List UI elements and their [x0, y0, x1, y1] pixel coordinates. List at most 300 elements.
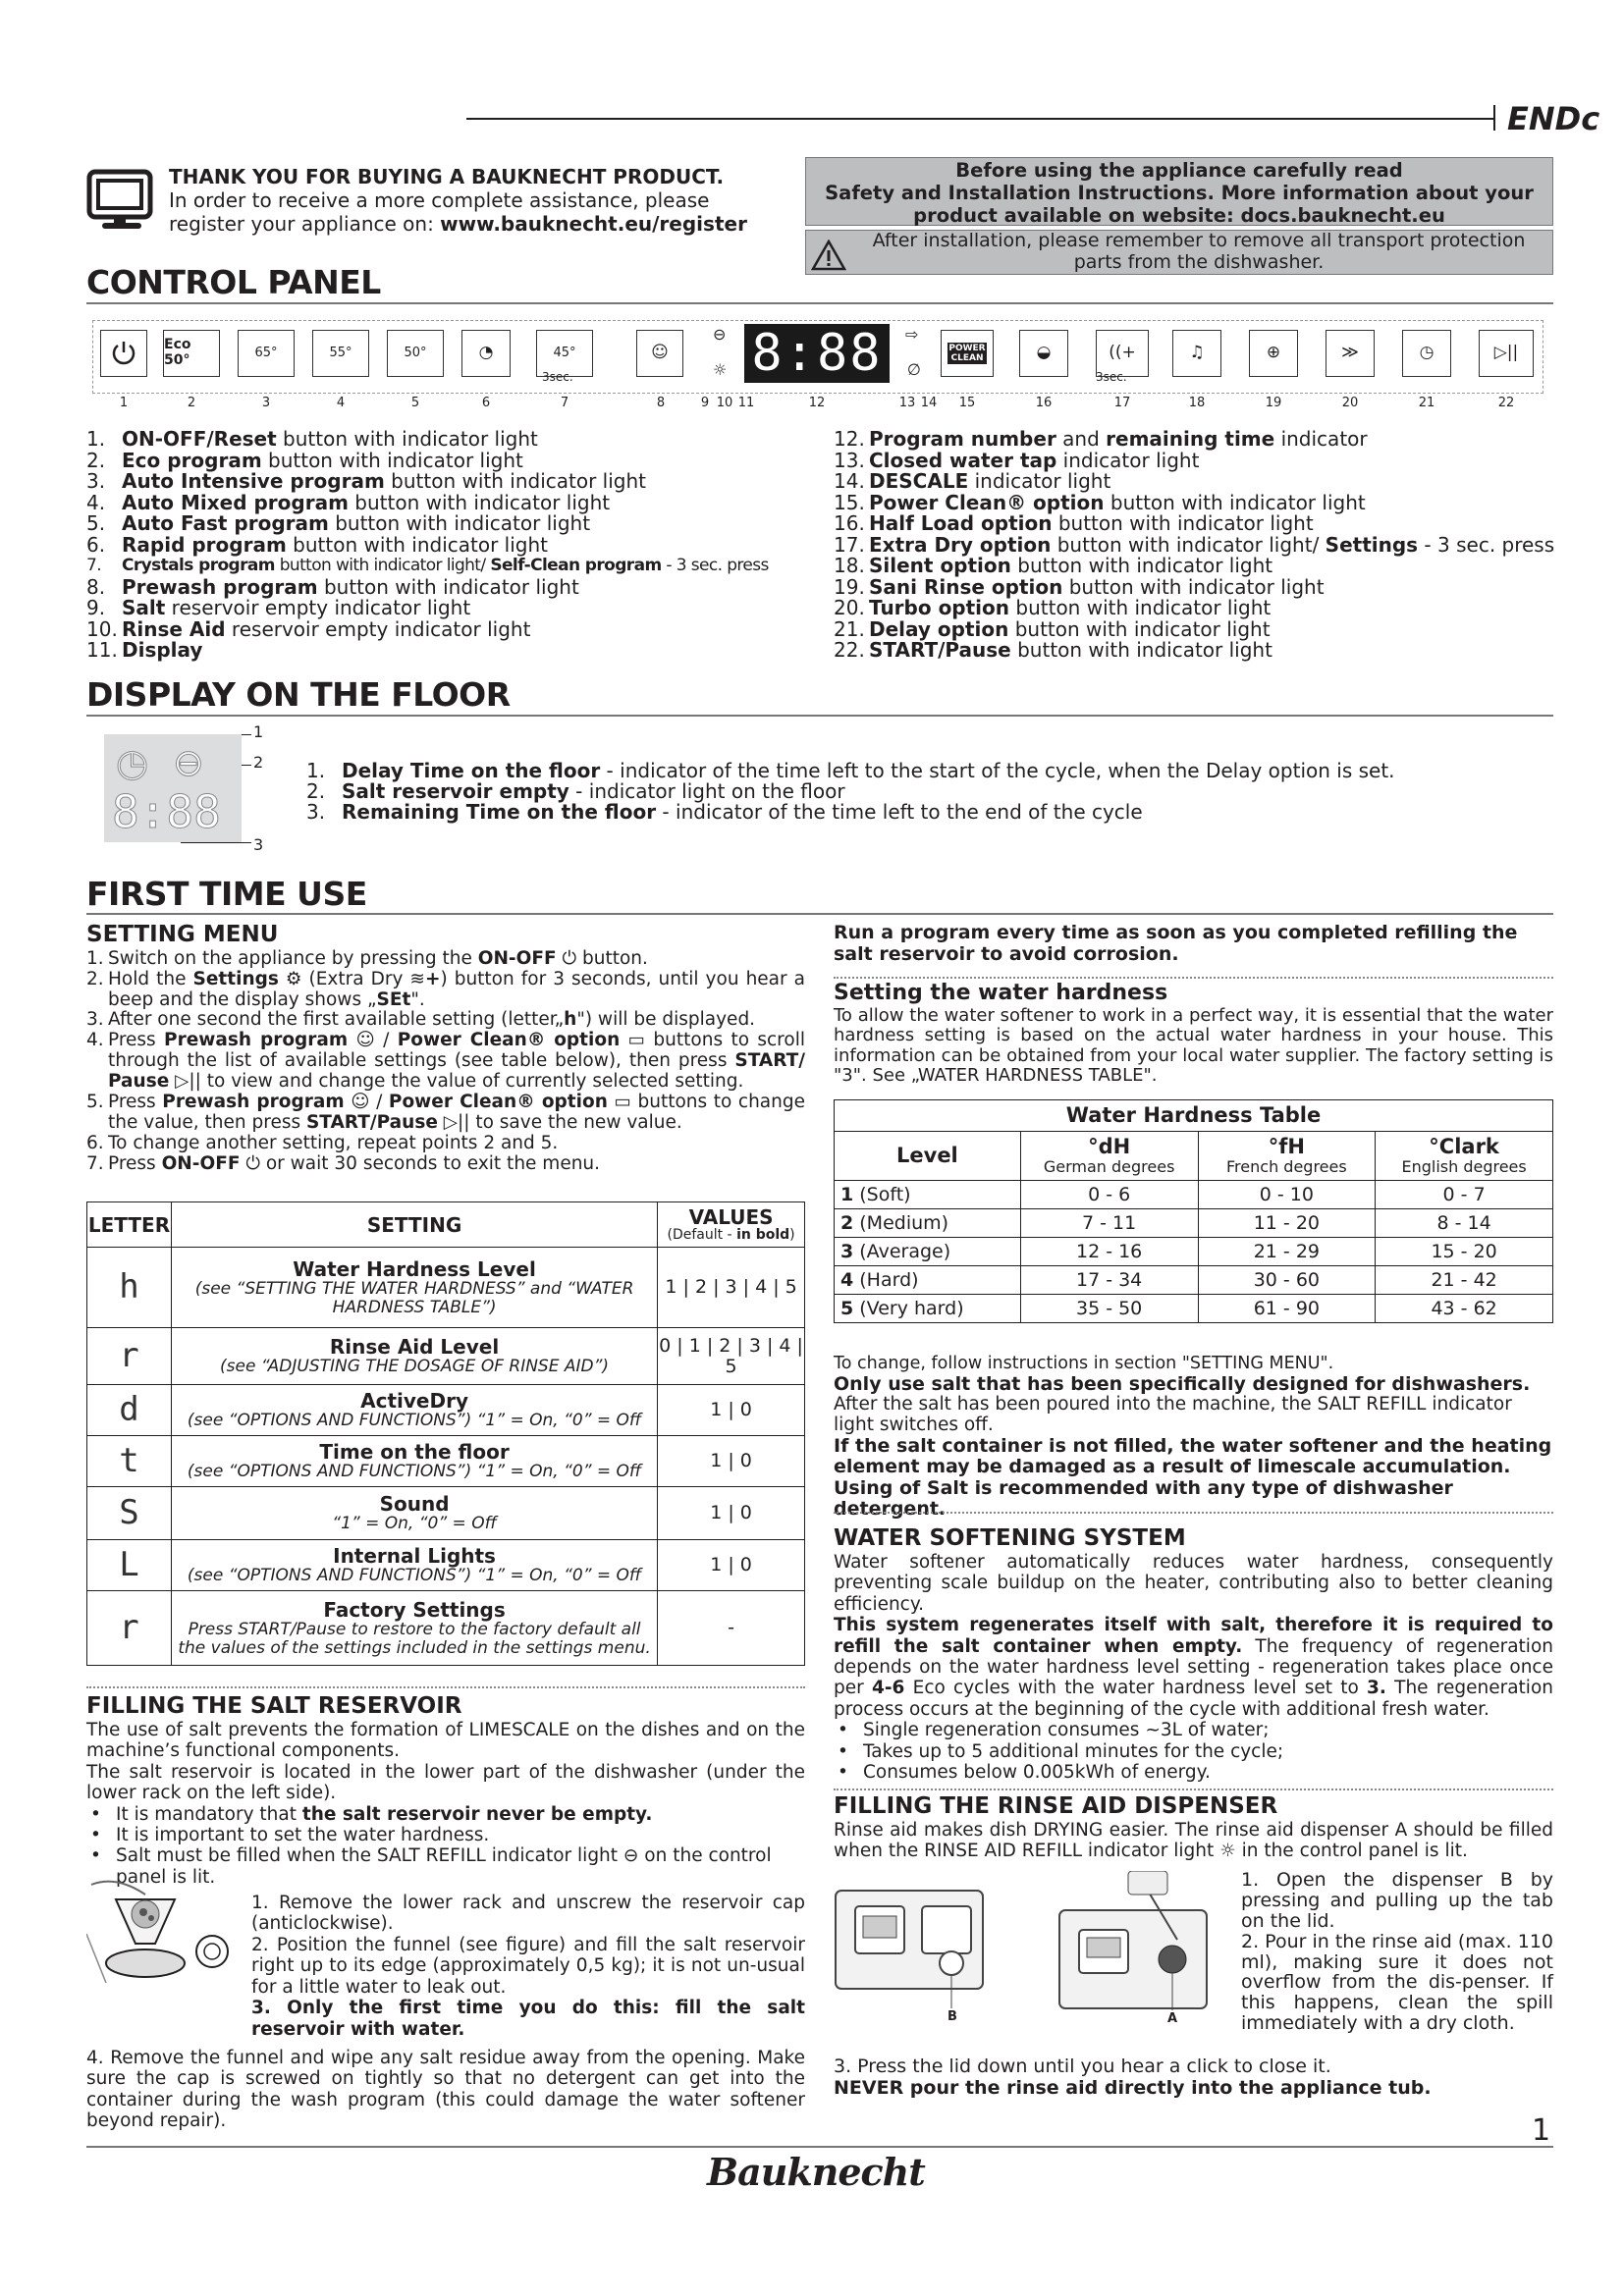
floor-title: DISPLAY ON THE FLOOR	[86, 675, 511, 714]
turbo-button[interactable]	[1326, 330, 1375, 377]
setting-desc: (see “SETTING THE WATER HARDNESS” and “WATER HARDNESS TABLE”)	[194, 1278, 634, 1317]
setting-cell	[171, 1487, 657, 1540]
value-cell: 61 - 90	[1198, 1295, 1376, 1323]
setting-letter: d	[87, 1385, 172, 1436]
water-hardness-text: To allow the water softener to work in a perfect way, it is essential that the water hardness setting is based on the actual water hardness in your house. This information can be obtained from your local water supplier. The factory setting is "3". See „WATER HARDNESS TABLE".	[834, 1004, 1553, 1087]
eco-button[interactable]	[163, 330, 220, 377]
item-bold: Auto Mixed program	[122, 490, 349, 514]
level-num: 5	[840, 1297, 854, 1319]
setting-cell	[171, 1385, 657, 1436]
start-pause-label: ▷||	[1493, 343, 1519, 363]
salt-funnel-illustration	[86, 1875, 234, 1983]
level-num: 1	[840, 1183, 854, 1205]
softening-p2-bold2: 4-6	[871, 1678, 905, 1699]
col-header	[835, 1132, 1021, 1181]
item-text	[122, 556, 769, 577]
item-text	[869, 598, 1271, 619]
setting-name: Sound	[379, 1492, 450, 1517]
item-bold: Extra Dry option	[869, 532, 1052, 557]
item-text	[342, 781, 845, 802]
setting-desc: (see “OPTIONS AND FUNCTIONS”) “1” = On, “0” = Off	[187, 1462, 642, 1482]
list-item	[834, 448, 1554, 472]
floor-display	[104, 734, 242, 842]
item-text	[122, 574, 579, 599]
item-bold: Closed water tap	[869, 448, 1057, 472]
rinse-step-2: 2. Pour in the rinse aid (max. 110 ml), making sure it does not overflow from the dis-penser. If this happens, clean the spill immediately with a dry cloth.	[1241, 1930, 1553, 2035]
list-item	[834, 490, 1554, 514]
half-load-icon: ◒	[1036, 343, 1052, 363]
item-text	[342, 802, 1143, 823]
list-item	[834, 556, 1554, 577]
auto-intensive-button[interactable]	[238, 330, 295, 377]
item-desc: button with indicator light	[1062, 574, 1325, 599]
list-item	[834, 640, 1554, 662]
mixed-temp: 55°	[329, 345, 352, 360]
eco-label: Eco 50°	[164, 337, 191, 368]
item-bold2: remaining time	[1106, 427, 1275, 451]
list-item	[306, 781, 1395, 802]
cp-label: 19	[1265, 396, 1282, 410]
list-item	[86, 598, 769, 619]
salt-title: FILLING THE SALT RESERVOIR	[86, 1693, 462, 1719]
setting-letter: r	[87, 1591, 172, 1666]
table-title: Water Hardness Table	[835, 1100, 1553, 1132]
item-text	[122, 448, 523, 472]
values-title: VALUES	[688, 1204, 774, 1229]
item-number: 1.	[86, 427, 106, 451]
value-cell: 30 - 60	[1198, 1266, 1376, 1295]
item-text	[869, 471, 1110, 493]
register-url[interactable]: www.bauknecht.eu/register	[440, 212, 747, 236]
step-number: 6.	[86, 1132, 104, 1153]
list-item	[834, 471, 1554, 493]
rinse-warning: NEVER pour the rinse aid directly into the appliance tub.	[834, 2077, 1432, 2100]
delay-icon: ◷	[1419, 343, 1435, 363]
item-text	[869, 532, 1555, 557]
setting-name: Time on the floor	[319, 1440, 510, 1465]
item-desc: button with indicator light	[1008, 616, 1271, 641]
item-number: 18.	[834, 554, 865, 577]
item-number: 12.	[834, 427, 865, 451]
item-text	[869, 429, 1368, 451]
table-row	[835, 1266, 1553, 1295]
setting-cell	[171, 1248, 657, 1328]
list-item	[834, 429, 1554, 451]
setting-letter: S	[87, 1487, 172, 1540]
item-number: 1.	[306, 759, 326, 782]
setting-steps	[86, 949, 805, 1175]
item-desc: button with indicator light/	[274, 556, 491, 575]
setting-values: 1 | 2 | 3 | 4 | 5	[658, 1248, 805, 1328]
item-desc: button with indicator light	[276, 427, 538, 451]
salt-p2: The salt reservoir is located in the lower part of the dishwasher (under the lower rack on the left side).	[86, 1761, 805, 1804]
table-row	[87, 1248, 805, 1328]
col-sub: French degrees	[1226, 1157, 1347, 1177]
settings-table	[86, 1201, 805, 1666]
value-cell: 0 - 10	[1198, 1181, 1376, 1209]
descale-icon: ∅	[907, 360, 921, 379]
item-number: 2.	[86, 448, 106, 472]
setting-step	[86, 1031, 805, 1093]
setting-name: ActiveDry	[360, 1389, 468, 1414]
item-number: 8.	[86, 574, 106, 599]
table-row	[87, 1487, 805, 1540]
setting-name: Factory Settings	[323, 1597, 506, 1622]
table-row	[835, 1238, 1553, 1266]
item-bold: Salt reservoir empty	[342, 779, 569, 803]
setting-values: 0 | 1 | 2 | 3 | 4 | 5	[658, 1328, 805, 1385]
using-salt: Using of Salt is recommended with any type of dishwasher detergent.	[834, 1476, 1453, 1521]
list-item	[86, 448, 769, 472]
language-code: ENDc	[1507, 100, 1600, 137]
setting-cell	[171, 1436, 657, 1487]
divider	[834, 1512, 1553, 1514]
value-cell: 35 - 50	[1020, 1295, 1198, 1323]
item-bold: Sani Rinse option	[869, 574, 1063, 599]
setting-letter: L	[87, 1540, 172, 1591]
setting-name: Water Hardness Level	[293, 1256, 536, 1281]
item-number: 21.	[834, 616, 865, 641]
setting-step	[86, 1154, 805, 1175]
rinse-step-1: 1. Open the dispenser B by pressing and pulling up the tab on the lid.	[1241, 1869, 1553, 1932]
item-text	[869, 616, 1271, 641]
item-desc: button with indicator light	[1009, 596, 1272, 619]
rinse-dispenser-illustration	[834, 1871, 1236, 2034]
item-desc: button with indicator light	[1010, 554, 1273, 577]
setting-step	[86, 949, 805, 970]
col-sub: English degrees	[1401, 1157, 1527, 1177]
callout-line	[242, 734, 251, 735]
value-cell: 11 - 20	[1198, 1209, 1376, 1238]
item-number: 15.	[834, 490, 865, 514]
item-desc: button with indicator light	[317, 574, 579, 599]
softening-title: WATER SOFTENING SYSTEM	[834, 1525, 1186, 1551]
floor-list	[306, 761, 1395, 823]
cp-label: 22	[1497, 396, 1515, 410]
control-panel-diagram	[86, 312, 1553, 410]
step-text: Press Prewash program ☺ / Power Clean® option ▭ buttons to scroll through the list of available settings (see table below), then press START/ Pause ▷|| to view and change the value of currently selected setting.	[108, 1030, 805, 1093]
item-bold: Auto Intensive program	[122, 469, 385, 493]
silent-button[interactable]	[1172, 330, 1221, 377]
on-off-button[interactable]	[100, 330, 147, 377]
thank-title: THANK YOU FOR BUYING A BAUKNECHT PRODUCT.	[169, 165, 725, 188]
item-desc: reservoir empty indicator light	[165, 596, 471, 619]
thank-line2: In order to receive a more complete assistance, please	[169, 188, 710, 212]
header-rule-end	[1493, 105, 1495, 131]
control-list-right	[834, 429, 1554, 662]
turbo-icon: ≫	[1341, 343, 1359, 363]
half-load-button[interactable]	[1019, 330, 1068, 377]
three-sec-label-1: 3sec.	[542, 370, 573, 384]
notice-line3: product available on website: docs.bauknecht.eu	[913, 204, 1445, 227]
cp-label: 21	[1418, 396, 1435, 410]
salt-bullet-2: It is important to set the water hardness.	[116, 1825, 490, 1846]
list-item	[86, 429, 769, 451]
setting-step	[86, 1134, 805, 1154]
water-hardness-title: Setting the water hardness	[834, 981, 1168, 1005]
setting-values: 1 | 0	[658, 1436, 805, 1487]
level-name: (Average)	[853, 1240, 951, 1262]
tap-closed-icon: ⇨	[905, 325, 919, 344]
setting-step	[86, 1010, 805, 1031]
item-bold: Rinse Aid	[122, 616, 226, 641]
level-cell	[835, 1295, 1021, 1323]
item-bold: Delay option	[869, 616, 1009, 641]
cp-label: 16	[1035, 396, 1053, 410]
item-text	[122, 471, 646, 493]
item-text	[869, 574, 1325, 599]
item-number: 9.	[86, 596, 106, 619]
list-item	[306, 761, 1395, 781]
not-filled-warning: If the salt container is not filled, the water softener and the heating element may be damaged as a result of limescale accumulation.	[834, 1435, 1552, 1478]
item-text	[869, 448, 1200, 472]
list-item	[86, 490, 769, 514]
item-desc: button with indicator light	[1010, 638, 1272, 662]
notice-line2: Safety and Installation Instructions. More information about your	[825, 182, 1534, 204]
item-text	[869, 513, 1314, 535]
callout-line	[242, 765, 251, 766]
item-desc2: indicator	[1274, 427, 1368, 451]
list-item	[834, 616, 1554, 641]
level-name: (Soft)	[853, 1183, 911, 1205]
item-desc2: - 3 sec. press	[1418, 532, 1555, 557]
table-row	[87, 1436, 805, 1487]
value-cell: 12 - 16	[1020, 1238, 1198, 1266]
monitor-icon	[86, 169, 157, 232]
level-name: (Medium)	[853, 1211, 949, 1234]
item-number: 14.	[834, 469, 865, 493]
three-sec-label-2: 3sec.	[1096, 370, 1127, 384]
value-cell: 21 - 29	[1198, 1238, 1376, 1266]
setting-step	[86, 1093, 805, 1134]
list-item	[834, 532, 1555, 557]
auto-mixed-button[interactable]	[312, 330, 369, 377]
water-hardness-table	[834, 1099, 1553, 1323]
salt-step-3: 3. Only the first time you do this: fill the salt reservoir with water.	[251, 1998, 805, 2040]
item-desc2: - 3 sec. press	[661, 556, 769, 575]
col-header	[1198, 1132, 1376, 1181]
start-pause-button[interactable]	[1479, 330, 1534, 377]
item-bold: ON-OFF/Reset	[122, 427, 277, 451]
level-num: 4	[840, 1268, 854, 1291]
prewash-icon: ☺	[651, 343, 669, 363]
level-num: 3	[840, 1240, 854, 1262]
salt-p1: The use of salt prevents the formation of LIMESCALE on the dishes and on the machine’s functional components.	[86, 1719, 805, 1762]
item-desc: - indicator of the time left to the start of the cycle, when the Delay option is set.	[600, 759, 1395, 782]
item-number: 22.	[834, 638, 865, 662]
cp-label: 1	[119, 396, 129, 410]
item-text	[122, 598, 470, 619]
item-number: 6.	[86, 532, 106, 557]
item-bold: Delay Time on the floor	[342, 759, 601, 782]
cp-label: 15	[958, 396, 976, 410]
item-number: 11.	[86, 638, 118, 662]
setting-values: 1 | 0	[658, 1385, 805, 1436]
floor-rule	[86, 715, 1553, 717]
cp-label: 4	[336, 396, 346, 410]
softening-p2-d: The regeneration process occurs at the beginning of the cycle with additional fresh water.	[834, 1678, 1553, 1720]
silent-icon: ♫	[1189, 343, 1205, 363]
floor-label: 3	[253, 835, 264, 854]
softening-bullet-2: Takes up to 5 additional minutes for the cycle;	[863, 1740, 1284, 1762]
power-clean-label: POWER CLEAN	[948, 343, 986, 363]
item-bold: Half Load option	[869, 511, 1053, 535]
setting-name: Internal Lights	[333, 1544, 496, 1569]
item-desc: reservoir empty indicator light	[225, 616, 531, 641]
step-number: 3.	[86, 1009, 104, 1031]
safety-notice	[805, 157, 1553, 226]
table-row	[87, 1591, 805, 1666]
value-cell: 7 - 11	[1020, 1209, 1198, 1238]
after-salt: After the salt has been poured into the machine, the SALT REFILL indicator light switches off.	[834, 1394, 1512, 1436]
col-header	[1376, 1132, 1553, 1181]
step-text: Hold the Settings ⚙ (Extra Dry ≋+) button for 3 seconds, until you hear a beep and the display shows „SEt".	[108, 968, 805, 1010]
item-bold: Silent option	[869, 554, 1011, 577]
softening-bullet-3: Consumes below 0.005kWh of energy.	[863, 1762, 1211, 1784]
setting-desc: (see “ADJUSTING THE DOSAGE OF RINSE AID”)	[220, 1357, 610, 1377]
level-name: (Hard)	[853, 1268, 919, 1291]
control-list-left	[86, 429, 769, 662]
list-item	[834, 513, 1554, 535]
brand-logo: Bauknecht	[707, 2150, 925, 2194]
item-bold: Program number	[869, 427, 1056, 451]
auto-fast-button[interactable]	[387, 330, 444, 377]
item-text	[122, 616, 531, 641]
item-text	[122, 532, 548, 557]
rinse-text: Rinse aid makes dish DRYING easier. The rinse aid dispenser A should be filled when the RINSE AID REFILL indicator light ☼ in the control panel is lit.	[834, 1819, 1553, 1862]
salt-step-2: 2. Position the funnel (see figure) and fill the salt reservoir right up to its edge (approximately 0,5 kg); it is not un-usual for a little water to leak out.	[251, 1934, 805, 1998]
sani-rinse-button[interactable]	[1249, 330, 1298, 377]
rinse-title: FILLING THE RINSE AID DISPENSER	[834, 1793, 1278, 1819]
item-bold: Auto Fast program	[122, 511, 329, 535]
setting-menu-title: SETTING MENU	[86, 922, 279, 947]
item-bold: Turbo option	[869, 596, 1010, 619]
table-row	[835, 1209, 1553, 1238]
cp-label: 11	[737, 396, 755, 410]
step-number: 1.	[86, 947, 104, 969]
item-desc: and	[1056, 427, 1107, 451]
item-desc: button with indicator light	[384, 469, 646, 493]
softening-p2-bold: This system regenerates itself with salt, therefore it is required to refill the salt container when empty.	[834, 1615, 1553, 1657]
setting-cell	[171, 1328, 657, 1385]
item-text	[869, 556, 1272, 577]
level-cell	[835, 1266, 1021, 1295]
divider	[834, 1789, 1553, 1790]
cp-label: 9	[700, 396, 710, 410]
item-desc: indicator light	[1056, 448, 1200, 472]
callout-line	[181, 842, 251, 843]
list-item	[306, 802, 1395, 823]
item-desc: button with indicator light/	[1051, 532, 1326, 557]
list-item	[86, 556, 769, 577]
item-bold: Rapid program	[122, 532, 287, 557]
step-text: After one second the first available setting (letter„h") will be displayed.	[108, 1009, 756, 1031]
table-row	[835, 1181, 1553, 1209]
softening-p2: The frequency of regeneration depends on the water hardness level setting - regeneration takes place once per	[834, 1635, 1553, 1699]
col-sub: German degrees	[1043, 1157, 1175, 1177]
rinse-step-3: 3. Press the lid down until you hear a click to close it.	[834, 2056, 1331, 2077]
item-bold2: Settings	[1325, 532, 1419, 557]
cp-label: 18	[1188, 396, 1206, 410]
values-sub-bold: in bold	[736, 1226, 790, 1243]
delay-floor-icon: ◷	[116, 741, 149, 784]
intensive-temp: 65°	[254, 345, 278, 360]
item-bold: Prewash program	[122, 574, 318, 599]
step-number: 2.	[86, 968, 104, 989]
divider	[86, 1686, 805, 1688]
setting-step	[86, 970, 805, 1011]
setting-letter: r	[87, 1328, 172, 1385]
rapid-button[interactable]	[461, 330, 511, 377]
item-desc: button with indicator light	[348, 490, 611, 514]
item-bold: Display	[122, 638, 203, 662]
setting-values: -	[658, 1591, 805, 1666]
softening-bullet-1: Single regeneration consumes ~3L of water;	[863, 1720, 1270, 1741]
sani-rinse-icon: ⊕	[1266, 343, 1281, 363]
item-number: 17.	[834, 532, 865, 557]
item-bold: Power Clean® option	[869, 490, 1105, 514]
prewash-button[interactable]	[636, 330, 683, 377]
table-row	[835, 1295, 1553, 1323]
value-cell: 0 - 7	[1376, 1181, 1553, 1209]
setting-values: 1 | 0	[658, 1540, 805, 1591]
item-bold: Salt	[122, 596, 166, 619]
cp-label: 8	[656, 396, 666, 410]
list-item	[86, 574, 769, 599]
step-text: Press Prewash program ☺ / Power Clean® option ▭ buttons to change the value, then press START/Pause ▷|| to save the new value.	[108, 1091, 805, 1133]
item-number: 2.	[306, 779, 326, 803]
header-rule	[466, 118, 1495, 120]
value-cell: 21 - 42	[1376, 1266, 1553, 1295]
item-number: 13.	[834, 448, 865, 472]
softening-p1: Water softener automatically reduces water hardness, consequently preventing scale buildup on the heater, contributing also to better cleaning efficiency.	[834, 1551, 1553, 1615]
salt-bullet-1-bold: the salt reservoir never be empty.	[301, 1803, 653, 1825]
setting-name: Rinse Aid Level	[329, 1335, 500, 1360]
setting-letter: t	[87, 1436, 172, 1487]
divider	[834, 977, 1553, 979]
item-number: 10.	[86, 616, 118, 641]
level-cell	[835, 1209, 1021, 1238]
setting-cell	[171, 1591, 657, 1666]
step-number: 7.	[86, 1152, 104, 1174]
warn-line1: After installation, please remember to remove all transport protection	[872, 230, 1526, 251]
softening-p2-bold3: 3.	[1367, 1678, 1386, 1699]
cp-label: 10	[716, 396, 733, 410]
item-number: 5.	[86, 511, 106, 535]
run-program-note: Run a program every time as soon as you completed refilling the salt reservoir to avoid corrosion.	[834, 922, 1518, 965]
item-number: 20.	[834, 596, 865, 619]
notice-line1: Before using the appliance carefully read	[955, 159, 1403, 182]
list-item	[86, 616, 769, 641]
list-item	[834, 598, 1554, 619]
step-number: 5.	[86, 1091, 104, 1112]
list-item	[86, 640, 769, 662]
main-display: 8:88	[744, 324, 890, 383]
item-number: 4.	[86, 490, 106, 514]
warning-icon	[811, 240, 846, 276]
item-desc: button with indicator light	[1104, 490, 1366, 514]
setting-header: SETTING	[171, 1202, 657, 1248]
cp-label: 6	[481, 396, 491, 410]
list-item	[834, 574, 1554, 599]
delay-button[interactable]	[1402, 330, 1451, 377]
item-text	[869, 490, 1366, 514]
value-cell: 15 - 20	[1376, 1238, 1553, 1266]
setting-cell	[171, 1540, 657, 1591]
item-number: 19.	[834, 574, 865, 599]
salt-step-1: 1. Remove the lower rack and unscrew the reservoir cap (anticlockwise).	[251, 1893, 805, 1935]
power-clean-button[interactable]	[941, 330, 994, 377]
